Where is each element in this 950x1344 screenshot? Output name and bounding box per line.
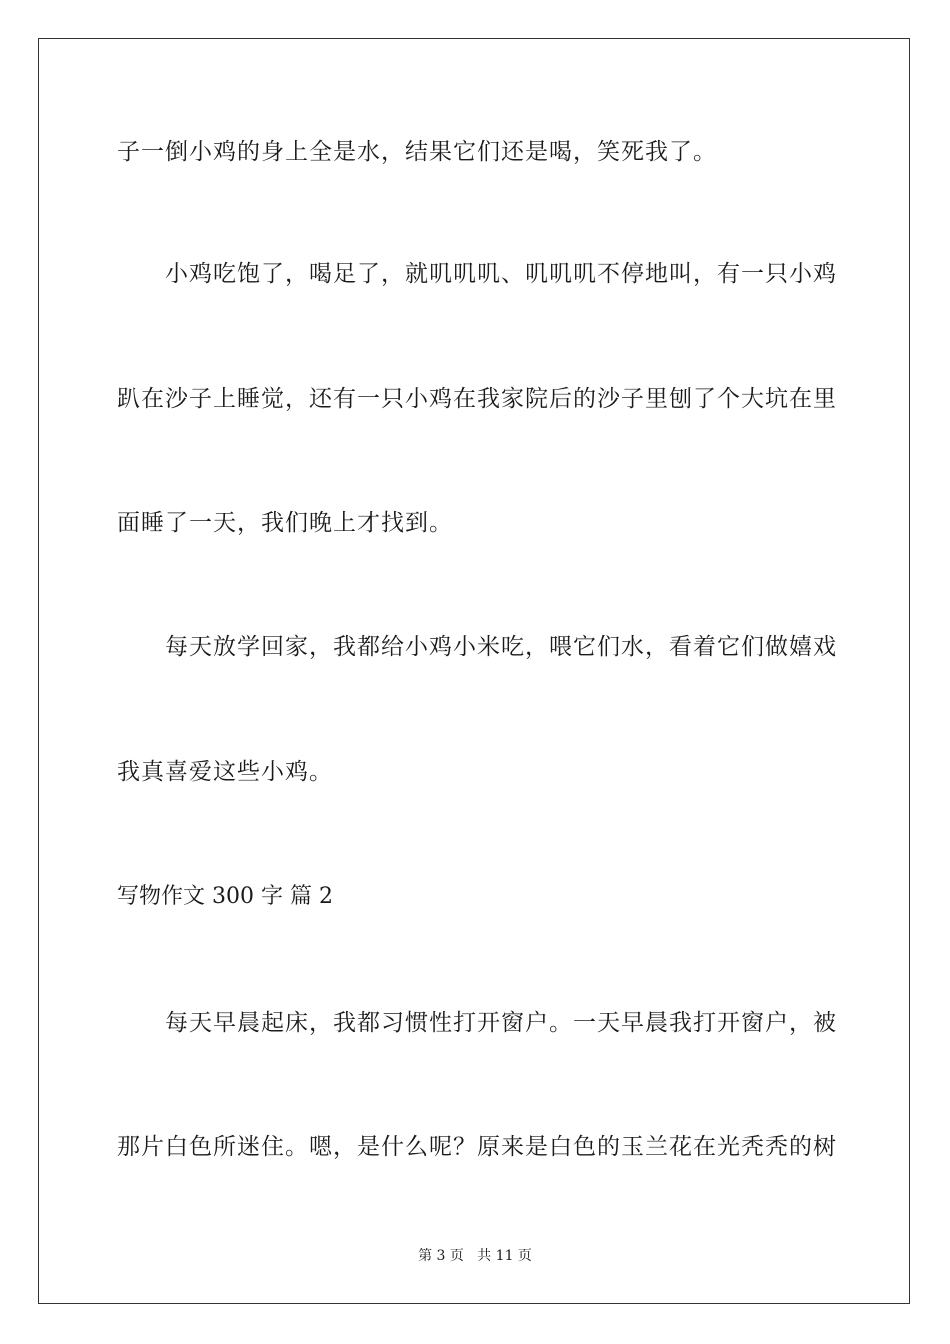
- page-border: [38, 38, 910, 1304]
- paragraph-line: 每天早晨起床，我都习惯性打开窗户。一天早晨我打开窗户，被: [165, 1010, 837, 1036]
- section-heading: 写物作文 300 字 篇 2: [117, 884, 333, 909]
- paragraph-line: 面睡了一天，我们晚上才找到。: [117, 510, 453, 536]
- paragraph-line: 子一倒小鸡的身上全是水，结果它们还是喝，笑死我了。: [117, 139, 717, 165]
- paragraph-line: 趴在沙子上睡觉，还有一只小鸡在我家院后的沙子里刨了个大坑在里: [117, 386, 837, 412]
- page-footer: 第 3 页 共 11 页: [418, 1248, 532, 1264]
- paragraph-line: 每天放学回家，我都给小鸡小米吃，喂它们水，看着它们做嬉戏: [165, 634, 837, 660]
- paragraph-line: 那片白色所迷住。嗯，是什么呢？原来是白色的玉兰花在光秃秃的树: [117, 1134, 837, 1160]
- paragraph-line: 我真喜爱这些小鸡。: [117, 759, 333, 785]
- paragraph-line: 小鸡吃饱了，喝足了，就叽叽叽、叽叽叽不停地叫，有一只小鸡: [165, 261, 837, 287]
